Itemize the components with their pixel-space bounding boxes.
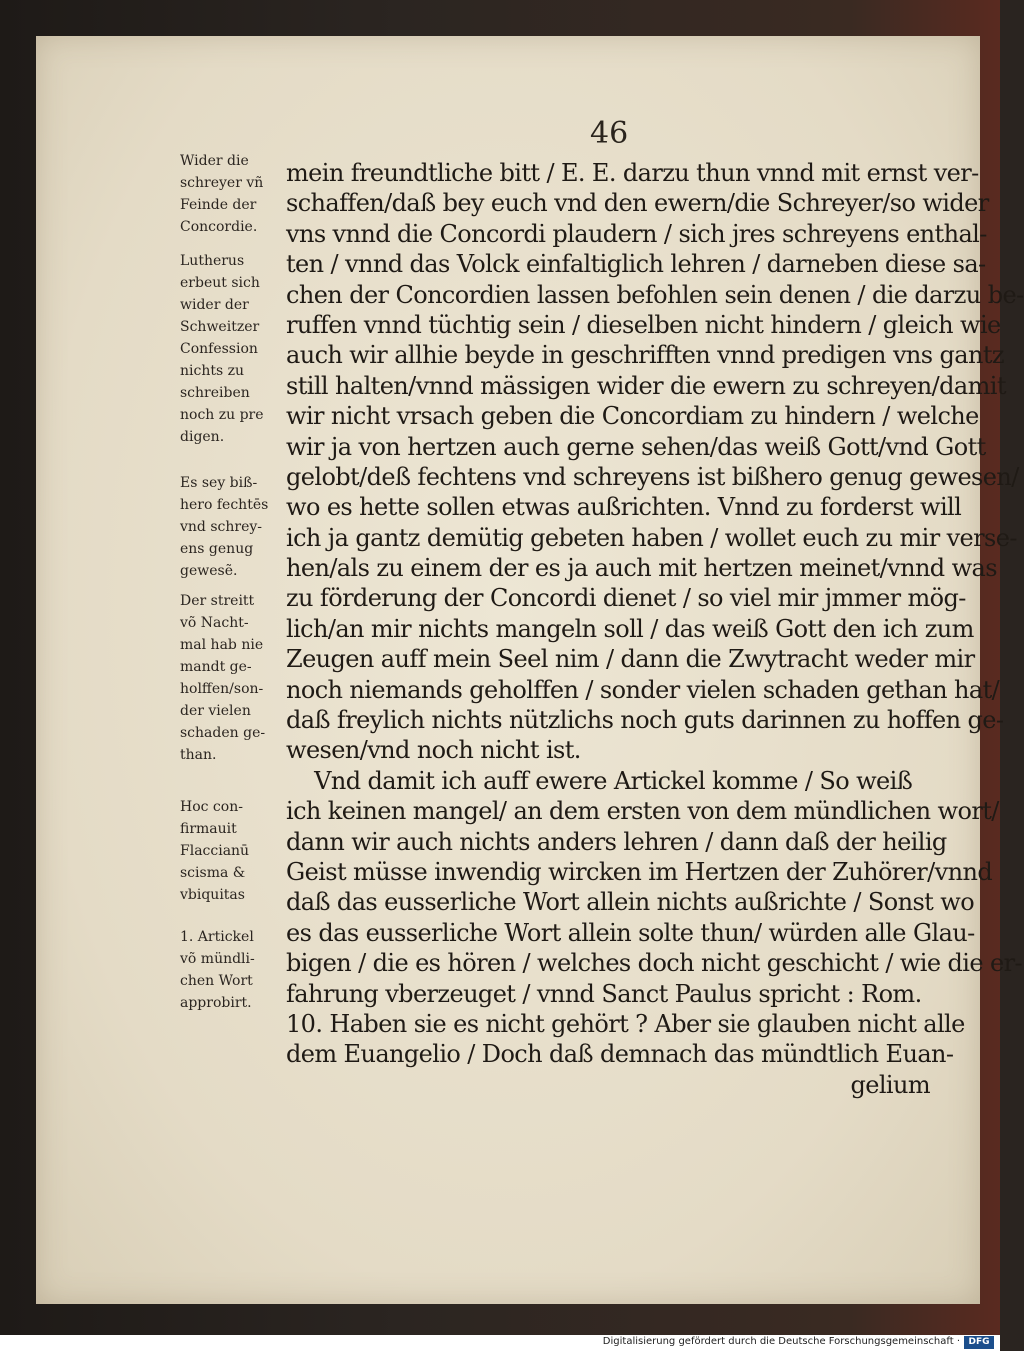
margin-note: Der streitt võ Nacht- mal hab nie mandt ge- holffen/son- der vielen schaden ge- than. bbox=[180, 593, 266, 763]
text-line: wir ja von hertzen auch gerne sehen/das weiß Gott/vnd Gott bbox=[286, 432, 986, 461]
text-line: lich/an mir nichts mangeln soll / das weiß Gott den ich zum bbox=[286, 614, 974, 643]
footer-credit: Digitalisierung gefördert durch die Deutsche Forschungsgemeinschaft · bbox=[602, 1336, 960, 1347]
text-line: Vnd damit ich auff ewere Artickel komme / So weiß bbox=[286, 766, 913, 795]
text-line: ich keinen mangel/ an dem ersten von dem mündlichen wort/ bbox=[286, 797, 999, 826]
text-line: ten / vnnd das Volck einfaltiglich lehren / darneben diese sa- bbox=[286, 250, 986, 279]
text-line: es das eusserliche Wort allein solte thun/ würden alle Glau- bbox=[286, 918, 975, 947]
margin-note: Es sey biß- hero fechtēs vnd schrey- ens genug gewesẽ. bbox=[180, 475, 269, 579]
margin-note: Lutherus erbeut sich wider der Schweitzer Confession nichts zu schreiben noch zu pre digen. bbox=[180, 253, 264, 445]
text-line: gelobt/deß fechtens vnd schreyens ist bißhero genug gewesen/ bbox=[286, 462, 1019, 491]
text-line: dann wir auch nichts anders lehren / dann daß der heilig bbox=[286, 827, 947, 856]
text-line: still halten/vnnd mässigen wider die ewern zu schreyen/damit bbox=[286, 371, 1006, 400]
margin-note: Wider die schreyer vñ Feinde der Concordie. bbox=[180, 153, 264, 235]
text-line: Geist müsse inwendig wircken im Hertzen der Zuhörer/vnnd bbox=[286, 857, 993, 886]
text-line: 10. Haben sie es nicht gehört ? Aber sie glauben nicht alle bbox=[286, 1009, 965, 1038]
text-line: wesen/vnd noch nicht ist. bbox=[286, 736, 581, 765]
body-text bbox=[286, 158, 1024, 1100]
text-line: bigen / die es hören / welches doch nicht geschicht / wie die er- bbox=[286, 949, 1022, 978]
text-line: fahrung vberzeuget / vnnd Sanct Paulus spricht : Rom. bbox=[286, 979, 922, 1008]
catchword: gelium bbox=[850, 1070, 930, 1099]
text-line: vns vnnd die Concordi plaudern / sich jres schreyens enthal- bbox=[286, 219, 987, 248]
text-line: chen der Concordien lassen befohlen sein denen / die darzu be- bbox=[286, 280, 1024, 309]
text-line: noch niemands geholffen / sonder vielen schaden gethan hat/ bbox=[286, 675, 1000, 704]
text-line: dem Euangelio / Doch daß demnach das mündtlich Euan- bbox=[286, 1040, 954, 1069]
text-line: wo es hette sollen etwas außrichten. Vnnd zu forderst will bbox=[286, 493, 962, 522]
text-line: wir nicht vrsach geben die Concordiam zu hindern / welche bbox=[286, 402, 979, 431]
digitization-footer bbox=[0, 1335, 1000, 1351]
dfg-logo: DFG bbox=[964, 1336, 994, 1349]
text-line: ich ja gantz demütig gebeten haben / wollet euch zu mir verse- bbox=[286, 523, 1017, 552]
margin-note: 1. Artickel võ mündli- chen Wort approbirt. bbox=[180, 929, 255, 1011]
text-line: daß freylich nichts nützlichs noch guts darinnen zu hoffen ge- bbox=[286, 706, 1004, 735]
text-line: zu förderung der Concordi dienet / so viel mir jmmer mög- bbox=[286, 584, 966, 613]
margin-note: Hoc con- firmauit Flaccianū scisma & vbiquitas bbox=[180, 799, 250, 903]
text-line: hen/als zu einem der es ja auch mit hertzen meinet/vnnd was bbox=[286, 554, 997, 583]
text-line: auch wir allhie beyde in geschrifften vnnd predigen vns gantz bbox=[286, 341, 1004, 370]
text-line: daß das eusserliche Wort allein nichts außrichte / Sonst wo bbox=[286, 888, 975, 917]
text-line: schaffen/daß bey euch vnd den ewern/die Schreyer/so wider bbox=[286, 189, 989, 218]
text-line: ruffen vnnd tüchtig sein / dieselben nicht hindern / gleich wie bbox=[286, 310, 1001, 339]
page-number: 46 bbox=[590, 116, 629, 151]
text-line: Zeugen auff mein Seel nim / dann die Zwytracht weder mir bbox=[286, 645, 975, 674]
text-line: mein freundtliche bitt / E. E. darzu thun vnnd mit ernst ver- bbox=[286, 159, 979, 187]
